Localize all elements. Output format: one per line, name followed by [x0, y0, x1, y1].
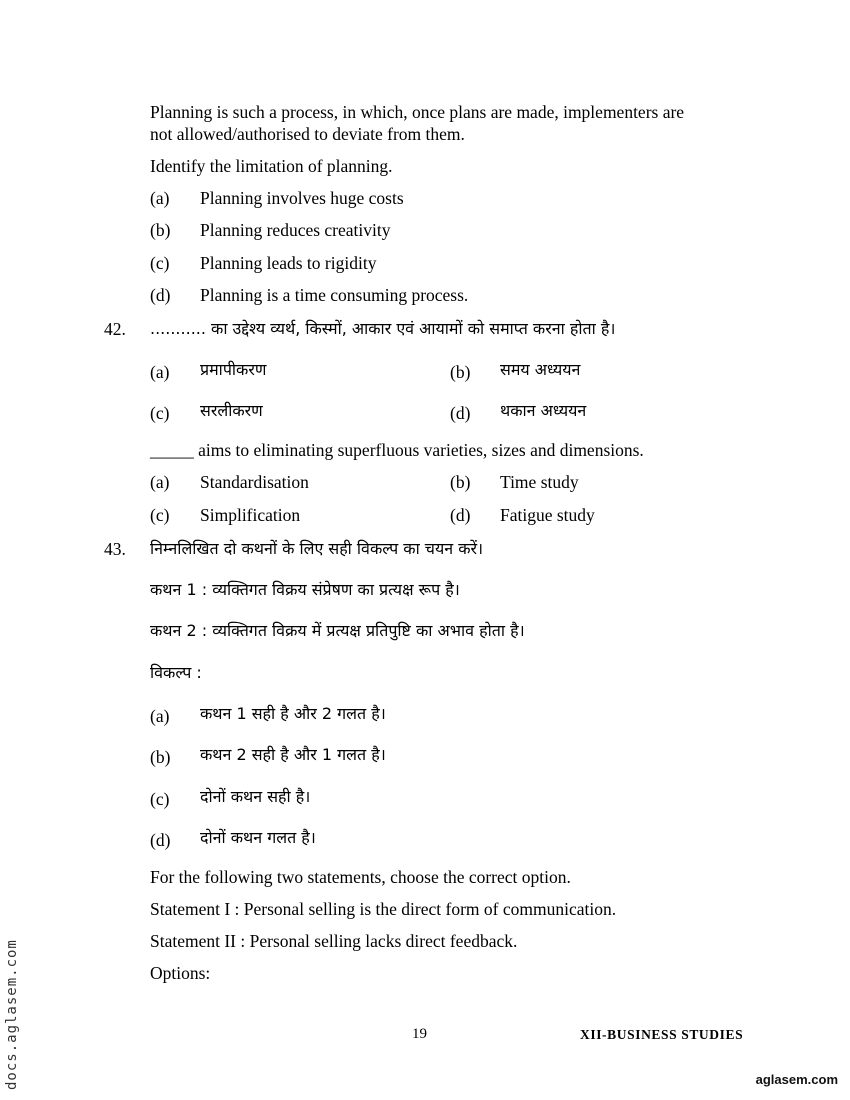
q41-option-b-text: Planning reduces creativity [200, 220, 391, 240]
q41-prompt: Identify the limitation of planning. [150, 156, 393, 176]
q42-hindi-question: ........... का उद्देश्य व्यर्थ, किस्मों, आकार एवं आयामों को समाप्त करना होता है। [150, 319, 616, 338]
q42-english-option-b-label: (b) [450, 472, 471, 492]
q41-option-b-label: (b) [150, 220, 171, 240]
q41-option-c-label: (c) [150, 253, 170, 273]
q41-option-a-text: Planning involves huge costs [200, 188, 404, 208]
q42-hindi-option-b-text: समय अध्ययन [500, 360, 581, 379]
q43-english-statement-1: Statement I : Personal selling is the direct form of communication. [150, 899, 617, 919]
q43-hindi-option-a-text: कथन 1 सही है और 2 गलत है। [200, 704, 386, 723]
q42-english-option-d-label: (d) [450, 505, 471, 525]
q42-hindi-option-d-text: थकान अध्ययन [500, 401, 587, 420]
q42-number: 42. [104, 319, 126, 339]
q42-english-option-a-text: Standardisation [200, 472, 309, 492]
q43-hindi-options-label: विकल्प : [150, 663, 202, 682]
q43-hindi-option-b-label: (b) [150, 747, 171, 767]
q42-english-question: _____ aims to eliminating superfluous varieties, sizes and dimensions. [150, 440, 644, 460]
subject-footer: XII-BUSINESS STUDIES [580, 1027, 744, 1042]
q42-hindi-option-d-label: (d) [450, 403, 471, 423]
q42-english-option-c-text: Simplification [200, 505, 301, 525]
page-number: 19 [412, 1026, 427, 1042]
q42-hindi-option-c-text: सरलीकरण [200, 401, 263, 420]
q42-hindi-option-c-label: (c) [150, 403, 170, 423]
q41-paragraph-line2: not allowed/authorised to deviate from them. [150, 124, 465, 144]
q41-option-c-text: Planning leads to rigidity [200, 253, 377, 273]
q41-option-d-text: Planning is a time consuming process. [200, 285, 469, 305]
q43-english-options-label: Options: [150, 963, 211, 983]
q41-option-a-label: (a) [150, 188, 170, 208]
q43-hindi-question: निम्नलिखित दो कथनों के लिए सही विकल्प का चयन करें। [150, 539, 484, 558]
q42-english-option-a-label: (a) [150, 472, 170, 492]
q42-english-option-c-label: (c) [150, 505, 170, 525]
side-watermark: docs.aglasem.com [4, 939, 20, 1090]
q43-hindi-option-c-text: दोनों कथन सही है। [200, 787, 311, 806]
q42-english-option-d-text: Fatigue study [500, 505, 595, 525]
q43-hindi-statement-2: कथन 2 : व्यक्तिगत विक्रय में प्रत्यक्ष प्रतिपुष्टि का अभाव होता है। [150, 621, 525, 640]
q43-english-question: For the following two statements, choose the correct option. [150, 867, 571, 887]
q43-number: 43. [104, 539, 126, 559]
q43-english-statement-2: Statement II : Personal selling lacks direct feedback. [150, 931, 518, 951]
q43-hindi-option-d-text: दोनों कथन गलत है। [200, 828, 316, 847]
q43-hindi-option-b-text: कथन 2 सही है और 1 गलत है। [200, 745, 386, 764]
q43-hindi-option-d-label: (d) [150, 830, 171, 850]
q41-option-d-label: (d) [150, 285, 171, 305]
q43-hindi-option-c-label: (c) [150, 789, 170, 809]
q42-english-option-b-text: Time study [500, 472, 579, 492]
q42-hindi-option-b-label: (b) [450, 362, 471, 382]
q43-hindi-option-a-label: (a) [150, 706, 170, 726]
q42-hindi-option-a-text: प्रमापीकरण [200, 360, 267, 379]
q43-hindi-statement-1: कथन 1 : व्यक्तिगत विक्रय संप्रेषण का प्रत्यक्ष रूप है। [150, 580, 460, 599]
corner-watermark: aglasem.com [755, 1072, 838, 1087]
q41-paragraph-line1: Planning is such a process, in which, once plans are made, implementers are [150, 102, 685, 122]
q42-hindi-option-a-label: (a) [150, 362, 170, 382]
